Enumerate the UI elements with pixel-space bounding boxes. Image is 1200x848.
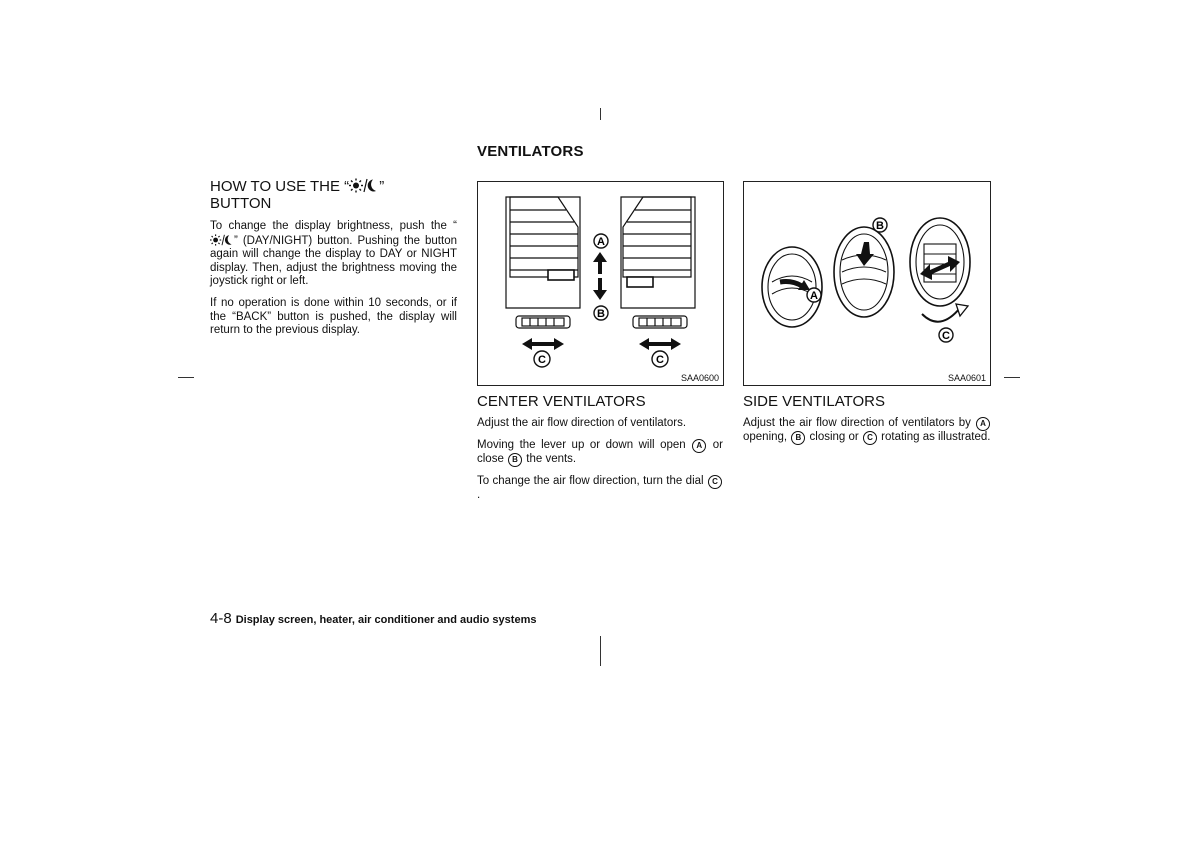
center-para1: Adjust the air flow direction of ventilators. — [477, 417, 687, 429]
section-title: VENTILATORS — [477, 143, 584, 160]
center-ventilators-figure — [477, 181, 724, 386]
label-c — [939, 328, 953, 342]
side-ventilators-text — [743, 393, 991, 453]
side-ventilators-heading: SIDE VENTILATORS — [743, 393, 885, 410]
chapter-title: Display screen, heater, air conditioner and audio systems — [235, 614, 537, 626]
circle-label-c: C — [863, 431, 877, 445]
page-footer — [210, 610, 536, 627]
day-night-para1: To change the display brightness, push the “” (DAY/NIGHT) button. Pushing the button again will change the display to DAY or NIGHT display. Then, adjust the brightness moving the joystick right or left. — [210, 220, 457, 288]
label-c-left — [534, 351, 550, 367]
center-ventilators-text — [477, 393, 723, 510]
svg-text:C: C — [942, 330, 950, 342]
circle-label-b: B — [508, 453, 522, 467]
svg-text:B: B — [597, 308, 605, 320]
svg-text:C: C — [538, 354, 546, 366]
svg-text:A: A — [597, 236, 605, 248]
crop-mark-left — [178, 377, 194, 378]
circle-label-a: A — [976, 417, 990, 431]
side-para: Adjust the air flow direction of ventilators by A opening, B closing or C rotating as illustrated. — [743, 417, 991, 443]
side-figure-code: SAA0601 — [947, 373, 986, 383]
day-night-para2: If no operation is done within 10 seconds, or if the “BACK” button is pushed, the display will return to the previous display. — [210, 296, 457, 337]
center-para3: To change the air flow direction, turn the dial C. — [477, 475, 723, 503]
side-ventilators-body — [743, 417, 991, 445]
page-number: 4-8 — [210, 610, 232, 627]
svg-text:A: A — [810, 290, 818, 302]
crop-mark-top — [600, 108, 601, 120]
side-ventilators-illustration — [744, 182, 990, 372]
crop-mark-bottom — [600, 636, 601, 666]
day-night-heading: HOW TO USE THE “ ” BUTTON — [210, 178, 385, 212]
label-c-right — [652, 351, 668, 367]
svg-text:C: C — [656, 354, 664, 366]
label-b — [873, 218, 887, 232]
day-night-section — [210, 178, 457, 346]
sun-moon-icon-inline — [210, 234, 234, 246]
circle-label-c: C — [708, 475, 722, 489]
circle-label-b: B — [791, 431, 805, 445]
svg-text:B: B — [876, 220, 884, 232]
center-ventilators-body — [477, 417, 723, 502]
label-a — [807, 288, 821, 302]
day-night-body — [210, 220, 457, 338]
circle-label-a: A — [692, 439, 706, 453]
center-para2: Moving the lever up or down will open A or close B the vents. — [477, 438, 723, 465]
crop-mark-right — [1004, 377, 1020, 378]
center-figure-code: SAA0600 — [680, 373, 719, 383]
center-ventilators-heading: CENTER VENTILATORS — [477, 393, 646, 410]
label-b — [594, 306, 608, 320]
center-ventilators-illustration — [478, 182, 723, 372]
sun-moon-icon — [349, 178, 379, 193]
side-ventilators-figure — [743, 181, 991, 386]
label-a — [594, 234, 608, 248]
